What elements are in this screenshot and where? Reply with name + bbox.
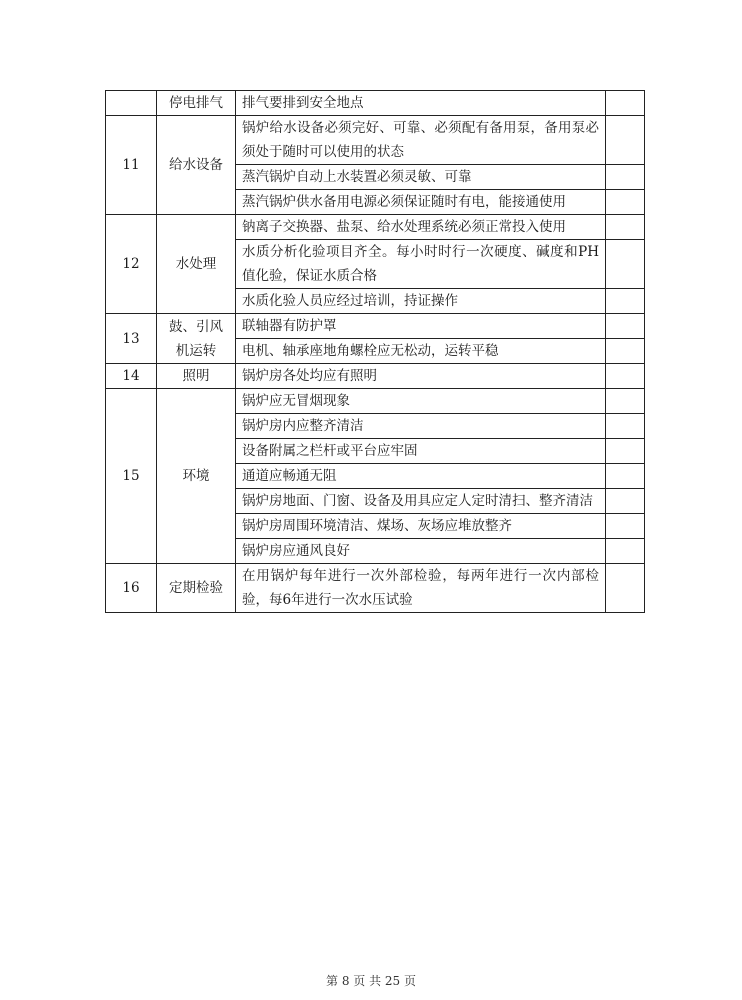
inspection-item: 停电排气 <box>157 91 236 116</box>
result-cell <box>606 215 645 240</box>
section-number: 13 <box>106 314 157 364</box>
requirement-text: 蒸汽锅炉供水备用电源必须保证随时有电，能接通使用 <box>236 190 606 215</box>
requirement-text: 水质分析化验项目齐全。每小时时行一次硬度、碱度和PH值化验，保证水质合格 <box>236 240 606 289</box>
result-cell <box>606 364 645 389</box>
result-cell <box>606 314 645 339</box>
requirement-text: 联轴器有防护罩 <box>236 314 606 339</box>
requirement-text: 水质化验人员应经过培训，持证操作 <box>236 289 606 314</box>
requirement-text: 锅炉房内应整齐清洁 <box>236 414 606 439</box>
result-cell <box>606 564 645 613</box>
result-cell <box>606 240 645 289</box>
inspection-item: 给水设备 <box>157 116 236 215</box>
table-row <box>106 215 645 240</box>
result-cell <box>606 439 645 464</box>
section-number: 16 <box>106 564 157 613</box>
requirement-text: 通道应畅通无阻 <box>236 464 606 489</box>
requirement-text: 设备附属之栏杆或平台应牢固 <box>236 439 606 464</box>
result-cell <box>606 116 645 165</box>
requirement-text: 锅炉给水设备必须完好、可靠、必须配有备用泵，备用泵必须处于随时可以使用的状态 <box>236 116 606 165</box>
requirement-text: 锅炉房地面、门窗、设备及用具应定人定时清扫、整齐清洁 <box>236 489 606 514</box>
requirement-text: 钠离子交换器、盐泵、给水处理系统必须正常投入使用 <box>236 215 606 240</box>
section-number: 15 <box>106 389 157 564</box>
section-number <box>106 91 157 116</box>
section-number: 11 <box>106 116 157 215</box>
requirement-text: 锅炉房各处均应有照明 <box>236 364 606 389</box>
result-cell <box>606 539 645 564</box>
result-cell <box>606 289 645 314</box>
result-cell <box>606 514 645 539</box>
inspection-table <box>105 90 645 613</box>
table-row <box>106 91 645 116</box>
section-number: 14 <box>106 364 157 389</box>
table-row <box>106 116 645 165</box>
table-row <box>106 364 645 389</box>
requirement-text: 锅炉应无冒烟现象 <box>236 389 606 414</box>
inspection-item: 照明 <box>157 364 236 389</box>
requirement-text: 电机、轴承座地角螺栓应无松动，运转平稳 <box>236 339 606 364</box>
requirement-text: 蒸汽锅炉自动上水装置必须灵敏、可靠 <box>236 165 606 190</box>
inspection-item: 环境 <box>157 389 236 564</box>
requirement-text: 在用锅炉每年进行一次外部检验，每两年进行一次内部检验，每6年进行一次水压试验 <box>236 564 606 613</box>
result-cell <box>606 489 645 514</box>
inspection-item: 鼓、引风机运转 <box>157 314 236 364</box>
result-cell <box>606 339 645 364</box>
table-row <box>106 389 645 414</box>
result-cell <box>606 464 645 489</box>
table-row <box>106 564 645 613</box>
requirement-text: 锅炉房应通风良好 <box>236 539 606 564</box>
requirement-text: 排气要排到安全地点 <box>236 91 606 116</box>
result-cell <box>606 389 645 414</box>
section-number: 12 <box>106 215 157 314</box>
result-cell <box>606 190 645 215</box>
result-cell <box>606 165 645 190</box>
inspection-item: 水处理 <box>157 215 236 314</box>
requirement-text: 锅炉房周围环境清洁、煤场、灰场应堆放整齐 <box>236 514 606 539</box>
table-row <box>106 314 645 339</box>
page-footer: 第 8 页 共 25 页 <box>326 974 416 988</box>
result-cell <box>606 414 645 439</box>
inspection-item: 定期检验 <box>157 564 236 613</box>
result-cell <box>606 91 645 116</box>
